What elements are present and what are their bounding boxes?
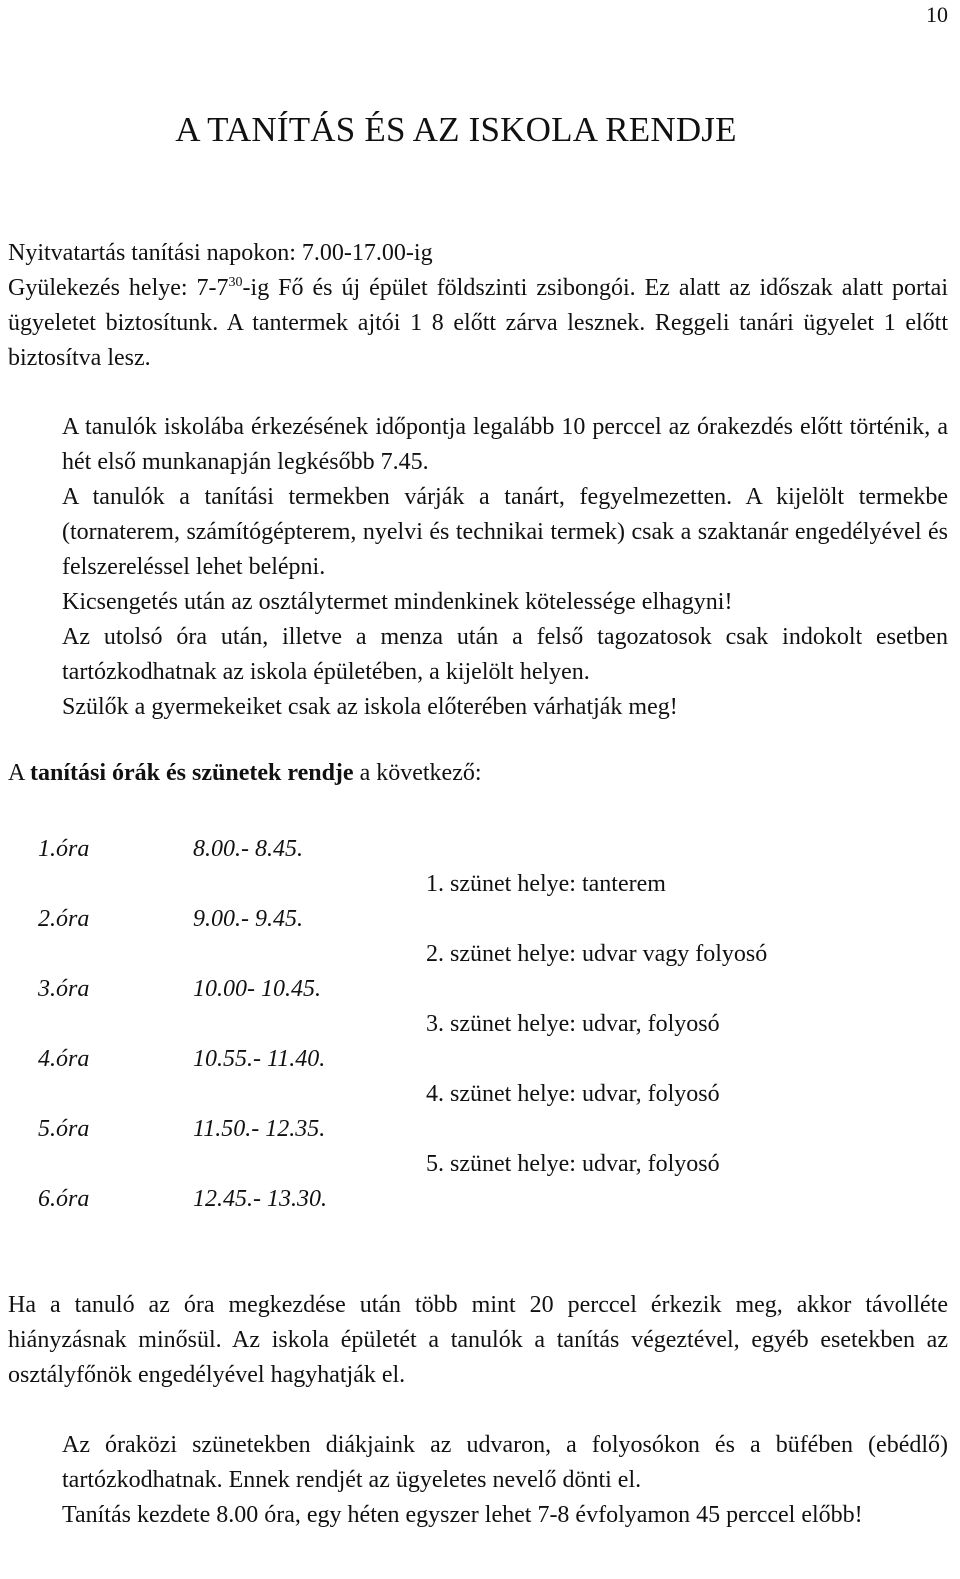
page-title: A TANÍTÁS ÉS AZ ISKOLA RENDJE: [175, 110, 737, 149]
classroom-waiting-text: A tanulók a tanítási termekben várják a tanárt, fegyelmezetten. A kijelölt termekbe (tornaterem, számítógépterem, nyelvi és technikai termek) csak a szaktanár engedélyével és felszereléssel lehet belépni.: [62, 484, 948, 580]
lesson-time: 10.55.- 11.40.: [193, 1046, 326, 1072]
lesson-label: 5.óra: [38, 1116, 90, 1142]
section-number: [8, 1428, 62, 1463]
lesson-row: [38, 1182, 327, 1252]
lesson-row: [38, 1112, 327, 1182]
opening-hours: Nyitvatartás tanítási napokon: 7.00-17.00-ig: [8, 240, 433, 266]
break-location: 4. szünet helye: udvar, folyosó: [426, 1081, 720, 1107]
break-location: 1. szünet helye: tanterem: [426, 871, 666, 897]
lesson-label: 3.óra: [38, 976, 90, 1002]
section-1-1-first-paragraph: [8, 410, 948, 480]
lesson-time: 8.00.- 8.45.: [193, 836, 303, 862]
lesson-label: 2.óra: [38, 906, 90, 932]
lesson-row: [38, 1042, 327, 1112]
lesson-label: 6.óra: [38, 1186, 90, 1212]
break-location: 3. szünet helye: udvar, folyosó: [426, 1011, 720, 1037]
lesson-time: 12.45.- 13.30.: [193, 1186, 327, 1212]
intro-block: [8, 236, 948, 376]
lesson-schedule: [38, 832, 327, 1252]
gathering-text-rest: -ig Fő és új épület földszinti zsibongói. Ez alatt az időszak alatt portai ügyeletet biztosítunk. A tantermek ajtói 1 8 előtt zárva lesznek. Reggeli tanári ügyelet 1 előtt biztosítva lesz.: [8, 275, 948, 371]
timetable-heading-pre: A: [8, 760, 31, 786]
timetable-heading-post: a következő:: [353, 760, 482, 786]
lesson-row: [38, 972, 327, 1042]
section-1-1-body: [8, 480, 948, 725]
after-school-text: Az utolsó óra után, illetve a menza után a felső tagozatosok csak indokolt esetben tartózkodhatnak az iskola épületében, a kijelölt helyen.: [62, 624, 948, 685]
gathering-time-superscript: 30: [228, 275, 243, 290]
lesson-time: 9.00.- 9.45.: [193, 906, 303, 932]
lesson-time: 10.00- 10.45.: [193, 976, 321, 1002]
page-number: 10: [926, 2, 948, 27]
gathering-text: [8, 271, 948, 376]
leave-classroom-text: Kicsengetés után az osztálytermet mindenkinek kötelessége elhagyni!: [62, 589, 733, 615]
section-1-1: [8, 410, 948, 725]
arrival-time-text: A tanulók iskolába érkezésének időpontja legalább 10 perccel az órakezdés előtt történik, a hét első munkanapján legkésőbb 7.45.: [62, 414, 948, 475]
section-number: [8, 410, 62, 445]
break-places-text: Az óraközi szünetekben diákjaink az udvaron, a folyosókon és a büfében (ebédlő) tartózkodhatnak. Ennek rendjét az ügyeletes nevelő dönti el.: [62, 1432, 948, 1493]
break-location: 5. szünet helye: udvar, folyosó: [426, 1151, 720, 1177]
lesson-time: 11.50.- 12.35.: [193, 1116, 326, 1142]
section-1-2-first-paragraph: [8, 1428, 948, 1498]
parents-waiting-text: Szülők a gyermekeiket csak az iskola előterében várhatják meg!: [62, 694, 678, 720]
late-arrival-rule: Ha a tanuló az óra megkezdése után több mint 20 perccel érkezik meg, akkor távolléte hiányzásnak minősül. Az iskola épületét a tanulók a tanítás végeztével, egyéb esetekben az osztályfőnök engedélyével hagyhatják el.: [8, 1292, 948, 1388]
lesson-row: [38, 902, 327, 972]
break-location: 2. szünet helye: udvar vagy folyosó: [426, 941, 768, 967]
break-locations: [426, 867, 767, 1217]
lesson-label: 1.óra: [38, 836, 90, 862]
timetable-heading-bold: tanítási órák és szünetek rendje: [30, 760, 354, 786]
lesson-row: [38, 832, 327, 902]
gathering-text-start: Gyülekezés helye: 7-7: [8, 275, 229, 301]
section-1-2: [8, 1428, 948, 1533]
lesson-label: 4.óra: [38, 1046, 90, 1072]
school-start-text: Tanítás kezdete 8.00 óra, egy héten egyszer lehet 7-8 évfolyamon 45 perccel előbb!: [62, 1502, 863, 1528]
timetable-heading: [8, 760, 482, 787]
